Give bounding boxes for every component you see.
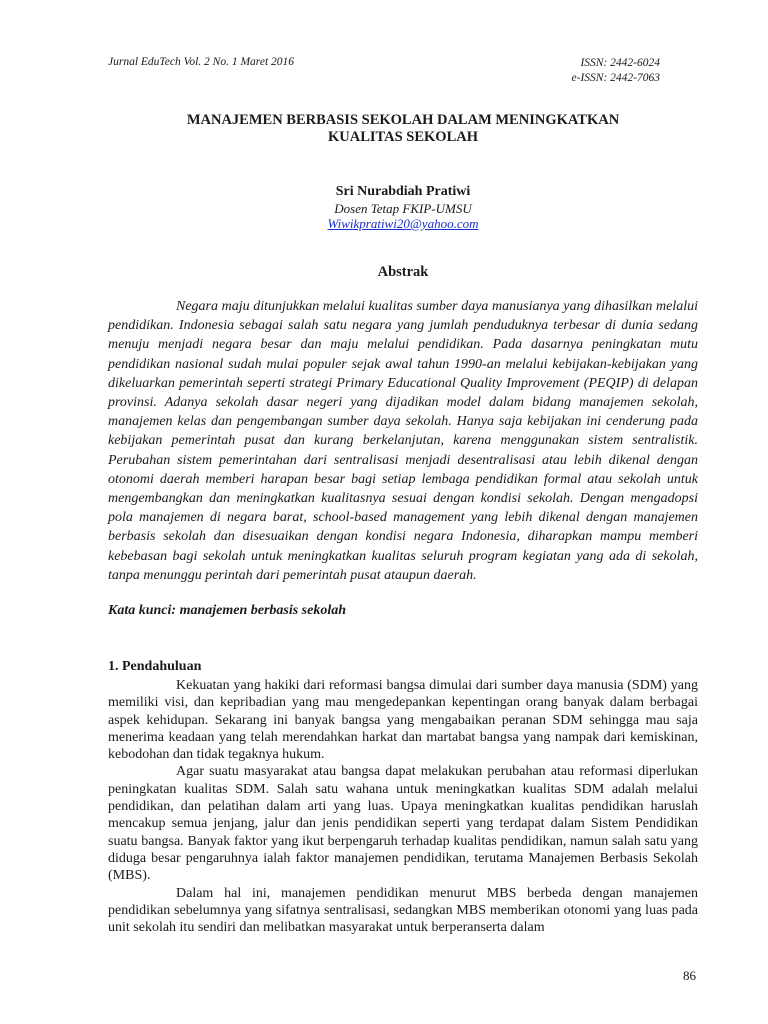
eissn: e-ISSN: 2442-7063 xyxy=(571,72,660,84)
paper-title xyxy=(108,112,698,146)
section-body xyxy=(108,677,698,936)
title-line-2: KUALITAS SEKOLAH xyxy=(327,129,478,145)
title-line-1: MANAJEMEN BERBASIS SEKOLAH DALAM MENINGKATKAN xyxy=(186,112,620,128)
author-email-line xyxy=(108,216,698,232)
issn: ISSN: 2442-6024 xyxy=(580,57,660,69)
paragraph: Dalam hal ini, manajemen pendidikan menurut MBS berbeda dengan manajemen pendidikan sebelumnya yang sifatnya sentralisasi, sedangkan MBS memberikan otonomi yang luas pada unit sekolah itu sendiri dan melibatkan masyarakat untuk berperanserta dalam xyxy=(108,885,698,936)
keywords: Kata kunci: manajemen berbasis sekolah xyxy=(108,603,347,618)
journal-header: Jurnal EduTech Vol. 2 No. 1 Maret 2016 xyxy=(108,56,295,68)
abstract-heading: Abstrak xyxy=(377,264,429,280)
author-name: Sri Nurabdiah Pratiwi xyxy=(335,184,471,199)
abstract-text: Negara maju ditunjukkan melalui kualitas sumber daya manusianya yang dihasilkan melalui pendidikan. Indonesia sebagai salah satu negara yang jumlah penduduknya terbesar di dunia sedang menuju menjadi negara besar dan maju melalui pendidikan. Pada dasarnya peningkatan mutu pendidikan nasional sudah mulai populer sejak awal tahun 1990-an melalui kebijakan-kebijakan yang dikeluarkan pemerintah seperti strategi Primary Educational Quality Improvement (PEQIP) di delapan provinsi. Adanya sekolah dasar negeri yang dijadikan model dalam bidang manajemen sekolah, manajemen kelas dan pengembangan sumber daya sekolah. Hanya saja kebijakan ini cenderung pada kebijakan pemerintah pusat dan kurang berkelanjutan, karena menggunakan sistem sentralistik. Perubahan sistem pemerintahan dari sentralisasi menjadi desentralisasi atau lebih dikenal dengan otonomi daerah memberi harapan besar bagi setiap lembaga pendidikan formal atau sekolah untuk mengembangkan dan meningkatkan kualitasnya sesuai dengan kondisi sekolah. Dengan mengadopsi pola manajemen di negara barat, school-based management yang lebih dikenal dengan manajemen berbasis sekolah dan disesuaikan dengan kondisi negara Indonesia, diharapkan mampu memberi kebebasan bagi sekolah untuk meningkatkan kualitas seluruh program kegiatan yang ada di sekolah, tanpa menunggu perintah dari pemerintah pusat ataupun daerah. xyxy=(108,299,698,583)
issn-block xyxy=(572,56,660,86)
section-heading: 1. Pendahuluan xyxy=(108,659,202,674)
paragraph: Agar suatu masyarakat atau bangsa dapat melakukan perubahan atau reformasi diperlukan peningkatan kualitas SDM. Salah satu wahana untuk meningkatkan kualitas SDM adalah melalui pendidikan, dan pelatihan dalam arti yang luas. Upaya meningkatkan kualitas pendidikan haruslah mencakup semua jenjang, jalur dan jenis pendidikan seperti yang terdapat dalam Sistem Pendidikan suatu bangsa. Banyak faktor yang ikut berpengaruh terhadap kualitas pendidikan, namun salah satu yang diduga besar pengaruhnya ialah faktor manajemen pendidikan, terutama Manajemen Berbasis Sekolah (MBS). xyxy=(108,764,698,884)
author-affiliation: Dosen Tetap FKIP-UMSU xyxy=(334,201,472,216)
author-email-link[interactable]: Wiwikpratiwi20@yahoo.com xyxy=(327,216,479,231)
page-number: 86 xyxy=(683,968,696,983)
paragraph: Kekuatan yang hakiki dari reformasi bangsa dimulai dari sumber daya manusia (SDM) yang memiliki visi, dan kepribadian yang mau mengedepankan kepentingan orang banyak dalam berbagai aspek kehidupan. Sekarang ini banyak bangsa yang mengabaikan peranan SDM sehingga mau saja menerima keadaan yang telah merendahkan harkat dan martabat bangsa yang nampak dari kemiskinan, kebodohan dan tidak tegaknya hukum. xyxy=(108,678,698,763)
